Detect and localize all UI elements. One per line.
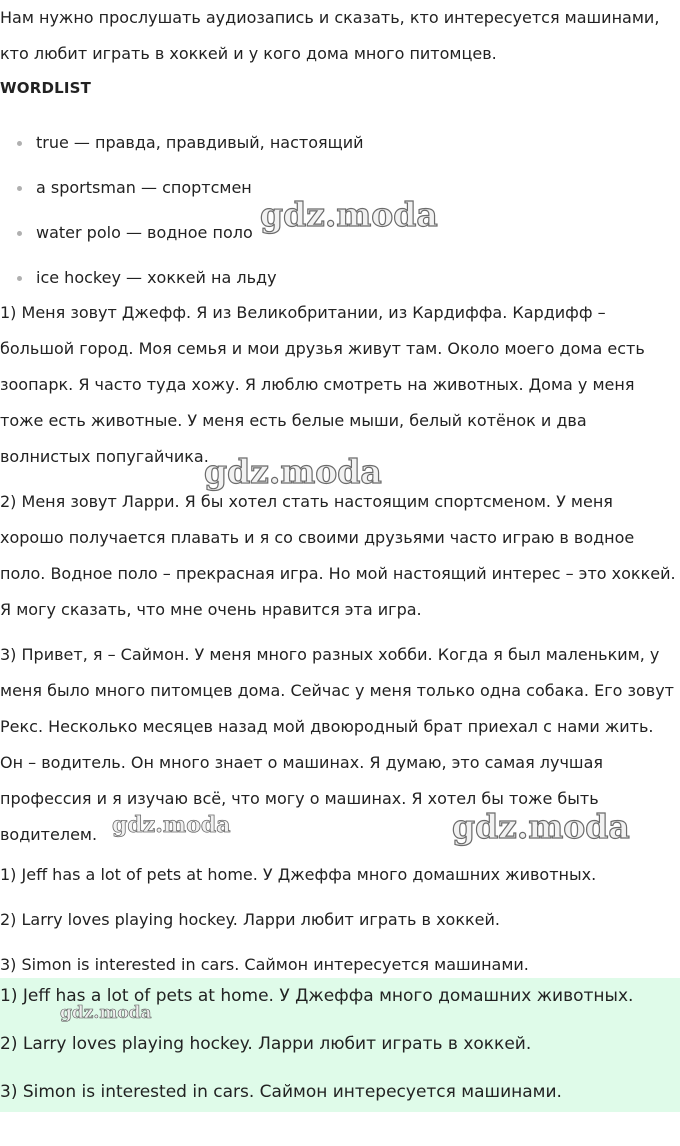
bullet-icon (17, 276, 22, 281)
answer-item: 3) Simon is interested in cars. Саймон интересуется машинами. (0, 955, 529, 974)
answer-highlight-box (0, 978, 680, 1112)
wordlist-item-text: a sportsman — спортсмен (36, 178, 252, 197)
wordlist-heading: WORDLIST (0, 79, 92, 97)
story-simon: 3) Привет, я – Саймон. У меня много разных хобби. Когда я был маленьким, у меня было много питомцев дома. Сейчас у меня только одна собака. Его зовут Рекс. Несколько месяцев назад мой двоюродный брат приехал с нами жить. Он – водитель. Он много знает о машинах. Я думаю, это самая лучшая профессия и я изучаю всё, что могу о машинах. Я хотел бы тоже быть водителем. (0, 645, 674, 844)
list-item (0, 126, 364, 171)
watermark-logo: gdz.moda (60, 1003, 152, 1023)
watermark-logo: gdz.moda (204, 452, 382, 491)
bullet-icon (17, 141, 22, 146)
intro-text: Нам нужно прослушать аудиозапись и сказать, кто интересуется машинами, кто любит играть в хоккей и у кого дома много питомцев. (0, 8, 660, 63)
watermark-logo: gdz.moda (452, 807, 630, 846)
wordlist-item-text: water polo — водное поло (36, 223, 253, 242)
answer-box-item: 1) Jeff has a lot of pets at home. У Джеффа много домашних животных. (0, 986, 634, 1006)
answer-item: 2) Larry loves playing hockey. Ларри любит играть в хоккей. (0, 910, 500, 929)
wordlist-item-text: true — правда, правдивый, настоящий (36, 133, 364, 152)
story-larry: 2) Меня зовут Ларри. Я бы хотел стать настоящим спортсменом. У меня хорошо получается плавать и я со своими друзьями часто играю в водное поло. Водное поло – прекрасная игра. Но мой настоящий интерес – это хоккей. Я могу сказать, что мне очень нравится эта игра. (0, 492, 676, 619)
bullet-icon (17, 231, 22, 236)
answer-box-item: 2) Larry loves playing hockey. Ларри любит играть в хоккей. (0, 1034, 532, 1054)
story-jeff: 1) Меня зовут Джефф. Я из Великобритании, из Кардиффа. Кардифф – большой город. Моя семья и мои друзья живут там. Около моего дома есть зоопарк. Я часто туда хожу. Я люблю смотреть на животных. Дома у меня тоже есть животные. У меня есть белые мыши, белый котёнок и два волнистых попугайчика. (0, 303, 645, 466)
answers-list (0, 852, 676, 987)
bullet-icon (17, 186, 22, 191)
answer-box-item: 3) Simon is interested in cars. Саймон интересуется машинами. (0, 1082, 562, 1102)
watermark-logo: gdz.moda (112, 812, 231, 838)
answer-item: 1) Jeff has a lot of pets at home. У Джеффа много домашних животных. (0, 865, 597, 884)
wordlist-item-text: ice hockey — хоккей на льду (36, 268, 277, 287)
watermark-logo: gdz.moda (260, 195, 438, 234)
